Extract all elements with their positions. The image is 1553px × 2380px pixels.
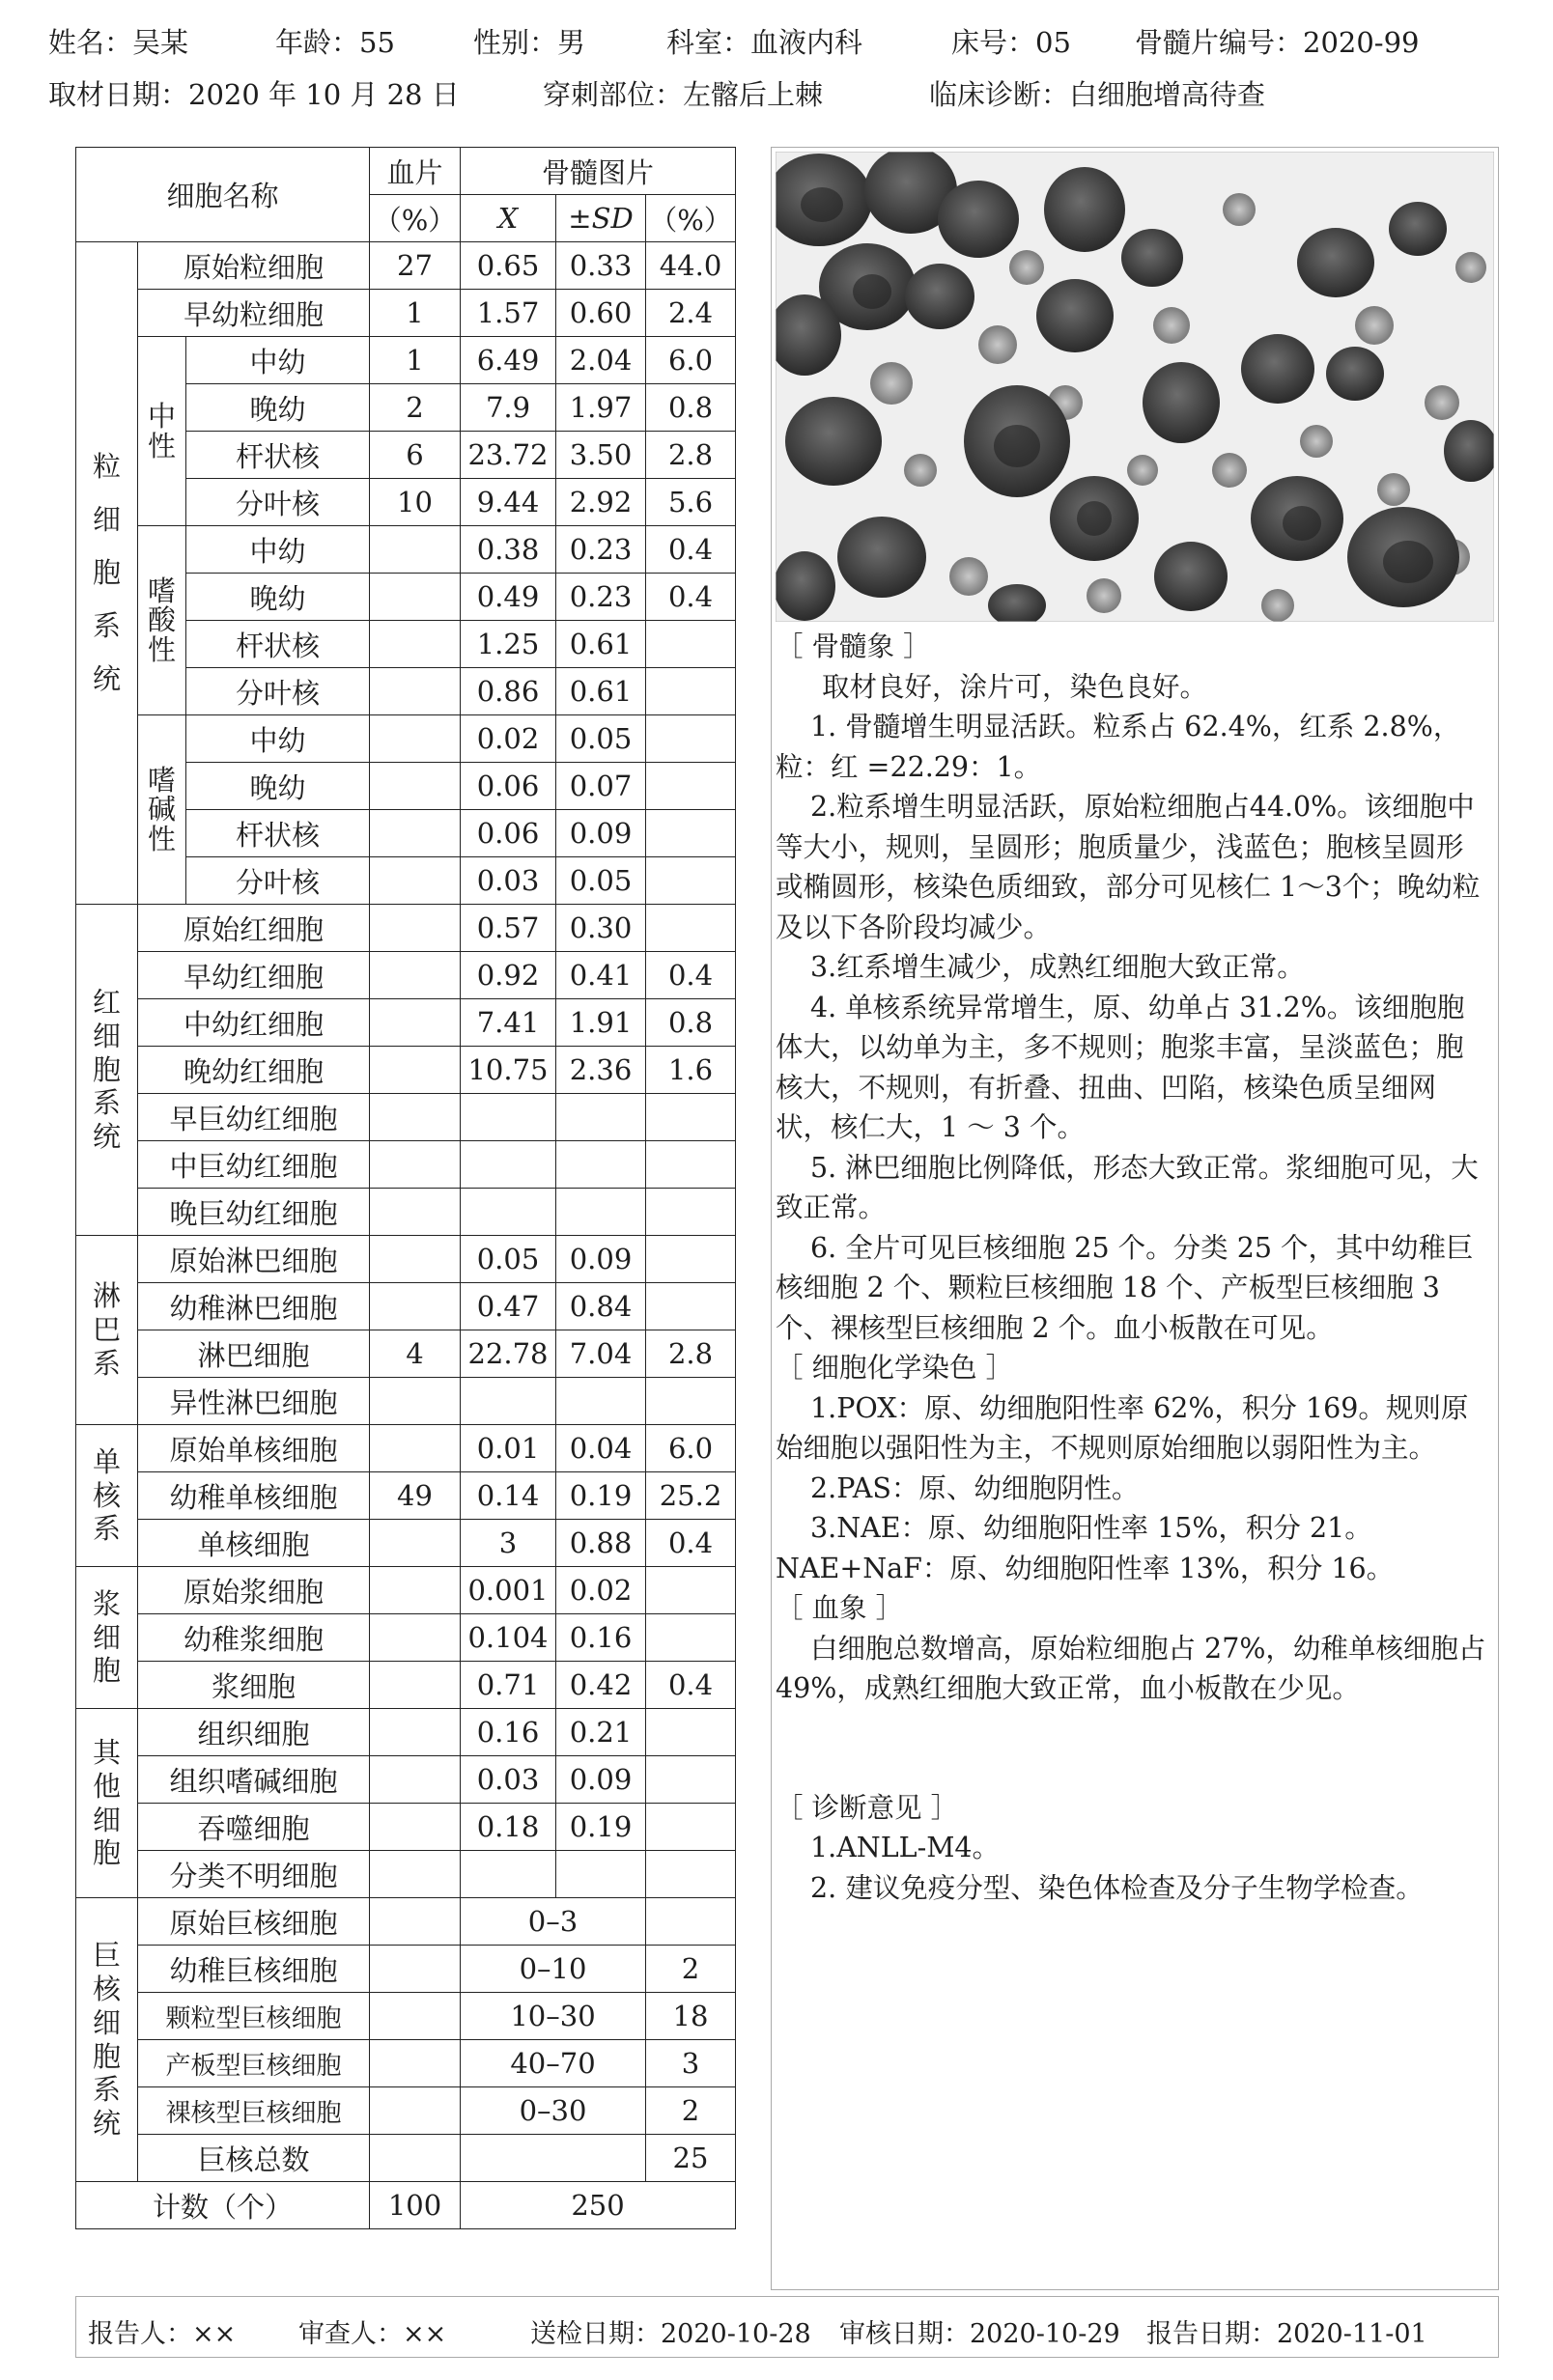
table-row (76, 715, 736, 763)
marrow-mean: 1.25 (461, 621, 556, 668)
header-blood: 血片 (370, 148, 461, 195)
marrow-mean: 0.49 (461, 574, 556, 621)
blood-pct (370, 621, 461, 668)
marrow-mean: 6.49 (461, 337, 556, 384)
cell-name: 早幼红细胞 (138, 952, 370, 999)
blood-pct (370, 1804, 461, 1851)
table-row (76, 1851, 736, 1898)
marrow-pct: 25 (646, 2135, 736, 2182)
marrow-sd: 0.04 (556, 1425, 646, 1472)
puncture-site: 穿刺部位：左髂后上棘 (543, 78, 824, 111)
marrow-sd: 0.23 (556, 526, 646, 574)
blood-pct (370, 1283, 461, 1330)
marrow-mean: 23.72 (461, 432, 556, 479)
marrow-pct: 2 (646, 2087, 736, 2135)
marrow-pct: 0.4 (646, 526, 736, 574)
table-row (76, 1189, 736, 1236)
blood-pct (370, 1851, 461, 1898)
reviewer: 审查人：×× (298, 2319, 447, 2349)
report-text (776, 627, 1490, 1908)
cell-name: 单核细胞 (138, 1520, 370, 1567)
marrow-pct (646, 763, 736, 810)
header-mean: X (461, 195, 556, 242)
blood-pct: 4 (370, 1330, 461, 1378)
table-row (76, 1472, 736, 1520)
table-row (76, 1614, 736, 1662)
blood-pct (370, 763, 461, 810)
group-label-erythroid: 红 细 胞 系 统 (76, 905, 138, 1236)
total-blood: 100 (370, 2182, 461, 2229)
marrow-mean: 0.05 (461, 1236, 556, 1283)
chem-section-title: ［ 细胞化学染色 ］ (776, 1352, 1014, 1384)
blood-pct (370, 526, 461, 574)
cell-name: 原始巨核细胞 (138, 1898, 370, 1946)
cell-name: 中幼红细胞 (138, 999, 370, 1047)
marrow-pct: 3 (646, 2040, 736, 2087)
marrow-mean: 22.78 (461, 1330, 556, 1378)
table-row (76, 1283, 736, 1330)
cell-name: 早幼粒细胞 (138, 290, 370, 337)
marrow-mean: 0.104 (461, 1614, 556, 1662)
marrow-pct (646, 1378, 736, 1425)
marrow-mean (461, 1094, 556, 1141)
marrow-mean (461, 1851, 556, 1898)
marrow-pct: 6.0 (646, 337, 736, 384)
blood-pct: 1 (370, 290, 461, 337)
table-row (76, 1141, 736, 1189)
table-row (76, 337, 736, 384)
header-sd: ±SD (556, 195, 646, 242)
marrow-pct: 5.6 (646, 479, 736, 526)
marrow-ref-range (461, 2135, 646, 2182)
report-paragraph: 白细胞总数增高，原始粒细胞占 27%，幼稚单核细胞占 49%，成熟红细胞大致正常，血小板散在少见。 (776, 1632, 1486, 1704)
blood-section-title: ［ 血象 ］ (776, 1592, 904, 1624)
group-label-granulocyte: 粒 细 胞 系 统 (76, 242, 138, 905)
table-row (76, 1946, 736, 1993)
report-paragraph: 1. 骨髓增生明显活跃。粒系占 62.4%，红系 2.8%，粒：红 =22.29：1。 (776, 711, 1461, 783)
cell-name: 原始浆细胞 (138, 1567, 370, 1614)
blood-pct (370, 2040, 461, 2087)
patient-sex: 性别：男 (473, 26, 586, 59)
group-label-mono: 单 核 系 (76, 1425, 138, 1567)
table-row (76, 1047, 736, 1094)
marrow-mean: 0.06 (461, 763, 556, 810)
marrow-mean: 0.06 (461, 810, 556, 857)
marrow-sd (556, 1094, 646, 1141)
marrow-sd: 0.05 (556, 857, 646, 905)
marrow-sd: 0.61 (556, 621, 646, 668)
table-row (76, 952, 736, 999)
cell-name: 晚巨幼红细胞 (138, 1189, 370, 1236)
table-row (76, 999, 736, 1047)
cell-name: 幼稚巨核细胞 (138, 1946, 370, 1993)
blood-pct (370, 999, 461, 1047)
cell-name: 晚幼 (186, 574, 370, 621)
marrow-pct: 44.0 (646, 242, 736, 290)
marrow-sd: 3.50 (556, 432, 646, 479)
marrow-sd: 0.05 (556, 715, 646, 763)
marrow-mean: 9.44 (461, 479, 556, 526)
marrow-mean: 0.57 (461, 905, 556, 952)
marrow-mean: 0.03 (461, 1756, 556, 1804)
report-paragraph: 1.ANLL-M4。 (810, 1832, 1001, 1863)
blood-pct (370, 905, 461, 952)
blood-pct (370, 668, 461, 715)
report-paragraph: 取材良好，涂片可，染色良好。 (822, 670, 1208, 703)
marrow-mean: 7.9 (461, 384, 556, 432)
cell-name: 分叶核 (186, 857, 370, 905)
table-row (76, 1898, 736, 1946)
marrow-mean: 0.47 (461, 1283, 556, 1330)
marrow-ref-range: 10–30 (461, 1993, 646, 2040)
cell-name: 早巨幼红细胞 (138, 1094, 370, 1141)
report-paragraph: 5. 淋巴细胞比例降低，形态大致正常。浆细胞可见，大致正常。 (776, 1151, 1479, 1223)
marrow-findings (776, 667, 1490, 1349)
marrow-mean (461, 1378, 556, 1425)
marrow-sd: 0.84 (556, 1283, 646, 1330)
cell-name: 原始单核细胞 (138, 1425, 370, 1472)
marrow-pct (646, 1614, 736, 1662)
marrow-pct (646, 715, 736, 763)
blood-pct (370, 1141, 461, 1189)
table-row (76, 1709, 736, 1756)
blood-pct (370, 810, 461, 857)
blood-pct (370, 1946, 461, 1993)
cell-name: 杆状核 (186, 621, 370, 668)
subgroup-label-basophil: 嗜 碱 性 (138, 715, 186, 905)
marrow-sd: 1.91 (556, 999, 646, 1047)
cell-name: 幼稚淋巴细胞 (138, 1283, 370, 1330)
blood-pct (370, 1662, 461, 1709)
marrow-pct (646, 1283, 736, 1330)
subgroup-label-neutrophil: 中 性 (138, 337, 186, 526)
cell-name: 原始红细胞 (138, 905, 370, 952)
marrow-sd: 0.09 (556, 1756, 646, 1804)
marrow-mean: 10.75 (461, 1047, 556, 1094)
report-paragraph: NAE+NaF：原、幼细胞阳性率 13%，积分 16。 (776, 1552, 1395, 1584)
table-row (76, 242, 736, 290)
cell-name: 杆状核 (186, 810, 370, 857)
blood-pct (370, 1614, 461, 1662)
table-row (76, 1236, 736, 1283)
cell-name: 浆细胞 (138, 1662, 370, 1709)
table-row (76, 1425, 736, 1472)
cell-name: 组织嗜碱细胞 (138, 1756, 370, 1804)
patient-age: 年龄：55 (275, 26, 395, 59)
marrow-pct (646, 1709, 736, 1756)
marrow-pct: 0.4 (646, 1520, 736, 1567)
cell-name: 中幼 (186, 337, 370, 384)
marrow-pct (646, 1898, 736, 1946)
cell-name: 杆状核 (186, 432, 370, 479)
report-paragraph: 2.PAS：原、幼细胞阴性。 (810, 1471, 1140, 1504)
header-marrow: 骨髓图片 (461, 148, 736, 195)
table-row (76, 1378, 736, 1425)
marrow-pct: 0.4 (646, 1662, 736, 1709)
blood-pct (370, 857, 461, 905)
blood-pct: 49 (370, 1472, 461, 1520)
marrow-mean: 7.41 (461, 999, 556, 1047)
marrow-pct: 2.8 (646, 1330, 736, 1378)
marrow-mean: 0.92 (461, 952, 556, 999)
marrow-pct (646, 1567, 736, 1614)
table-row (76, 1993, 736, 2040)
table-row (76, 1330, 736, 1378)
blood-pct (370, 1756, 461, 1804)
marrow-sd (556, 1141, 646, 1189)
report-paragraph: 1.POX：原、幼细胞阳性率 62%，积分 169。规则原始细胞以强阳性为主，不规则原始细胞以弱阳性为主。 (776, 1391, 1469, 1464)
diagnosis-section-title: ［ 诊断意见 ］ (776, 1791, 959, 1824)
marrow-ref-range: 0–3 (461, 1898, 646, 1946)
blood-pct (370, 1709, 461, 1756)
header-cell-name: 细胞名称 (76, 148, 370, 242)
marrow-pct (646, 1804, 736, 1851)
marrow-sd: 2.36 (556, 1047, 646, 1094)
blood-pct (370, 1378, 461, 1425)
patient-name: 姓名：吴某 (48, 26, 189, 59)
marrow-sd: 0.23 (556, 574, 646, 621)
marrow-sd (556, 1851, 646, 1898)
cell-name: 原始粒细胞 (138, 242, 370, 290)
marrow-sd: 0.41 (556, 952, 646, 999)
marrow-mean: 0.001 (461, 1567, 556, 1614)
cell-count-table (75, 147, 736, 2229)
marrow-pct (646, 1189, 736, 1236)
marrow-sd: 0.61 (556, 668, 646, 715)
slide-number: 骨髓片编号：2020-99 (1135, 26, 1420, 59)
report-paragraph: 3.红系增生减少，成熟红细胞大致正常。 (810, 951, 1305, 983)
micrograph-image (776, 152, 1494, 622)
table-row (76, 1567, 736, 1614)
blood-findings (776, 1629, 1490, 1709)
blood-pct: 6 (370, 432, 461, 479)
table-row (76, 1804, 736, 1851)
cell-name: 晚幼 (186, 384, 370, 432)
marrow-sd: 0.09 (556, 810, 646, 857)
marrow-ref-range: 0–30 (461, 2087, 646, 2135)
blood-pct (370, 1236, 461, 1283)
total-row (76, 2182, 736, 2229)
marrow-pct (646, 1236, 736, 1283)
marrow-mean: 0.02 (461, 715, 556, 763)
header-marrow-pct: （%） (646, 195, 736, 242)
cell-name: 原始淋巴细胞 (138, 1236, 370, 1283)
marrow-mean: 1.57 (461, 290, 556, 337)
group-label-plasma: 浆 细 胞 (76, 1567, 138, 1709)
marrow-pct: 0.8 (646, 999, 736, 1047)
report-panel (771, 147, 1499, 2290)
cell-name: 颗粒型巨核细胞 (138, 1993, 370, 2040)
group-label-mega: 巨 核 细 胞 系 统 (76, 1898, 138, 2182)
marrow-pct: 0.4 (646, 952, 736, 999)
patient-department: 科室：血液内科 (666, 26, 863, 59)
diagnosis-findings (776, 1828, 1490, 1908)
blood-pct: 2 (370, 384, 461, 432)
report-footer (75, 2296, 1499, 2358)
marrow-sd: 1.97 (556, 384, 646, 432)
marrow-pct: 25.2 (646, 1472, 736, 1520)
marrow-mean: 3 (461, 1520, 556, 1567)
marrow-sd: 0.19 (556, 1472, 646, 1520)
blood-pct (370, 1567, 461, 1614)
marrow-mean: 0.71 (461, 1662, 556, 1709)
marrow-mean (461, 1189, 556, 1236)
cell-name: 组织细胞 (138, 1709, 370, 1756)
marrow-pct (646, 1094, 736, 1141)
marrow-section-title: ［ 骨髓象 ］ (776, 630, 931, 662)
report-paragraph: 2.粒系增生明显活跃，原始粒细胞占44.0%。该细胞中等大小，规则，呈圆形；胞质量少，浅蓝色；胞核呈圆形或椭圆形，核染色质细致，部分可见核仁 1～3个；晚幼粒及以下各阶段均减少。 (776, 791, 1481, 943)
group-label-lymph: 淋 巴 系 (76, 1236, 138, 1425)
table-row (76, 290, 736, 337)
marrow-mean: 0.03 (461, 857, 556, 905)
cell-name: 淋巴细胞 (138, 1330, 370, 1378)
cell-name: 吞噬细胞 (138, 1804, 370, 1851)
marrow-pct (646, 905, 736, 952)
marrow-mean: 0.16 (461, 1709, 556, 1756)
table-row (76, 2135, 736, 2182)
cell-name: 分叶核 (186, 668, 370, 715)
marrow-sd: 0.02 (556, 1567, 646, 1614)
table-row (76, 1094, 736, 1141)
blood-pct (370, 1898, 461, 1946)
marrow-sd: 0.07 (556, 763, 646, 810)
blood-pct (370, 574, 461, 621)
table-row (76, 905, 736, 952)
subgroup-label-eosinophil: 嗜 酸 性 (138, 526, 186, 715)
marrow-pct (646, 621, 736, 668)
table-row (76, 1756, 736, 1804)
clinical-diagnosis: 临床诊断：白细胞增高待查 (929, 78, 1266, 111)
patient-bed: 床号：05 (951, 26, 1071, 59)
marrow-sd: 0.21 (556, 1709, 646, 1756)
marrow-pct (646, 810, 736, 857)
cell-name: 分叶核 (186, 479, 370, 526)
marrow-pct (646, 1141, 736, 1189)
marrow-pct: 0.8 (646, 384, 736, 432)
cell-name: 晚幼 (186, 763, 370, 810)
marrow-pct (646, 1756, 736, 1804)
report-paragraph: 2. 建议免疫分型、染色体检查及分子生物学检查。 (810, 1871, 1424, 1904)
reporter: 报告人：×× (88, 2319, 237, 2349)
marrow-pct: 1.6 (646, 1047, 736, 1094)
report-paragraph: 6. 全片可见巨核细胞 25 个。分类 25 个，其中幼稚巨核细胞 2 个、颗粒巨核细胞 18 个、产板型巨核细胞 3 个、裸核型巨核细胞 2 个。血小板散在可见。 (776, 1231, 1474, 1344)
report-paragraph: 3.NAE：原、幼细胞阳性率 15%，积分 21。 (810, 1512, 1372, 1544)
cell-name: 分类不明细胞 (138, 1851, 370, 1898)
marrow-pct (646, 857, 736, 905)
marrow-pct: 18 (646, 1993, 736, 2040)
blood-pct: 10 (370, 479, 461, 526)
marrow-mean: 0.14 (461, 1472, 556, 1520)
cell-name: 晚幼红细胞 (138, 1047, 370, 1094)
blood-pct (370, 1425, 461, 1472)
cell-name: 幼稚单核细胞 (138, 1472, 370, 1520)
report-date: 报告日期：2020-11-01 (1146, 2319, 1427, 2349)
marrow-mean: 0.65 (461, 242, 556, 290)
marrow-ref-range: 40–70 (461, 2040, 646, 2087)
blood-pct (370, 715, 461, 763)
header-blood-pct: （%） (370, 195, 461, 242)
table-row (76, 2040, 736, 2087)
cytochemistry-findings (776, 1388, 1490, 1589)
blood-pct (370, 1520, 461, 1567)
marrow-sd: 7.04 (556, 1330, 646, 1378)
marrow-pct (646, 1851, 736, 1898)
submit-date: 送检日期：2020-10-28 (530, 2319, 811, 2349)
marrow-pct: 2 (646, 1946, 736, 1993)
marrow-sd: 0.42 (556, 1662, 646, 1709)
marrow-sd: 0.19 (556, 1804, 646, 1851)
marrow-sd (556, 1189, 646, 1236)
marrow-pct: 6.0 (646, 1425, 736, 1472)
blood-pct (370, 1047, 461, 1094)
marrow-sd: 0.88 (556, 1520, 646, 1567)
marrow-pct (646, 668, 736, 715)
review-date: 审核日期：2020-10-29 (839, 2319, 1120, 2349)
blood-pct: 1 (370, 337, 461, 384)
bone-marrow-micrograph (776, 152, 1494, 622)
cell-name: 幼稚浆细胞 (138, 1614, 370, 1662)
sample-date: 取材日期：2020 年 10 月 28 日 (48, 78, 460, 111)
cell-name: 异性淋巴细胞 (138, 1378, 370, 1425)
cell-name: 裸核型巨核细胞 (138, 2087, 370, 2135)
blood-pct (370, 1094, 461, 1141)
marrow-sd: 0.33 (556, 242, 646, 290)
blood-pct (370, 2135, 461, 2182)
cell-name: 中幼 (186, 526, 370, 574)
marrow-mean: 0.38 (461, 526, 556, 574)
marrow-sd: 0.30 (556, 905, 646, 952)
marrow-sd: 2.92 (556, 479, 646, 526)
total-label: 计数（个） (76, 2182, 370, 2229)
marrow-pct: 2.8 (646, 432, 736, 479)
blood-pct (370, 2087, 461, 2135)
marrow-pct: 2.4 (646, 290, 736, 337)
total-marrow: 250 (461, 2182, 736, 2229)
marrow-mean: 0.01 (461, 1425, 556, 1472)
marrow-sd: 0.09 (556, 1236, 646, 1283)
marrow-sd: 0.16 (556, 1614, 646, 1662)
cell-name: 巨核总数 (138, 2135, 370, 2182)
marrow-pct: 0.4 (646, 574, 736, 621)
group-label-other: 其 他 细 胞 (76, 1709, 138, 1898)
marrow-ref-range: 0–10 (461, 1946, 646, 1993)
cell-name: 中巨幼红细胞 (138, 1141, 370, 1189)
marrow-sd: 0.60 (556, 290, 646, 337)
marrow-mean (461, 1141, 556, 1189)
table-row (76, 1662, 736, 1709)
blood-pct (370, 952, 461, 999)
marrow-sd (556, 1378, 646, 1425)
table-row (76, 526, 736, 574)
blood-pct (370, 1189, 461, 1236)
table-row (76, 1520, 736, 1567)
marrow-mean: 0.86 (461, 668, 556, 715)
report-paragraph: 4. 单核系统异常增生，原、幼单占 31.2%。该细胞胞体大，以幼单为主，多不规则；胞浆丰富，呈淡蓝色；胞核大，不规则，有折叠、扭曲、凹陷，核染色质呈细网状，核仁大，1 ～ 3 个。 (776, 991, 1465, 1143)
cell-name: 产板型巨核细胞 (138, 2040, 370, 2087)
blood-pct (370, 1993, 461, 2040)
cell-name: 中幼 (186, 715, 370, 763)
marrow-mean: 0.18 (461, 1804, 556, 1851)
marrow-sd: 2.04 (556, 337, 646, 384)
blood-pct: 27 (370, 242, 461, 290)
table-row (76, 2087, 736, 2135)
